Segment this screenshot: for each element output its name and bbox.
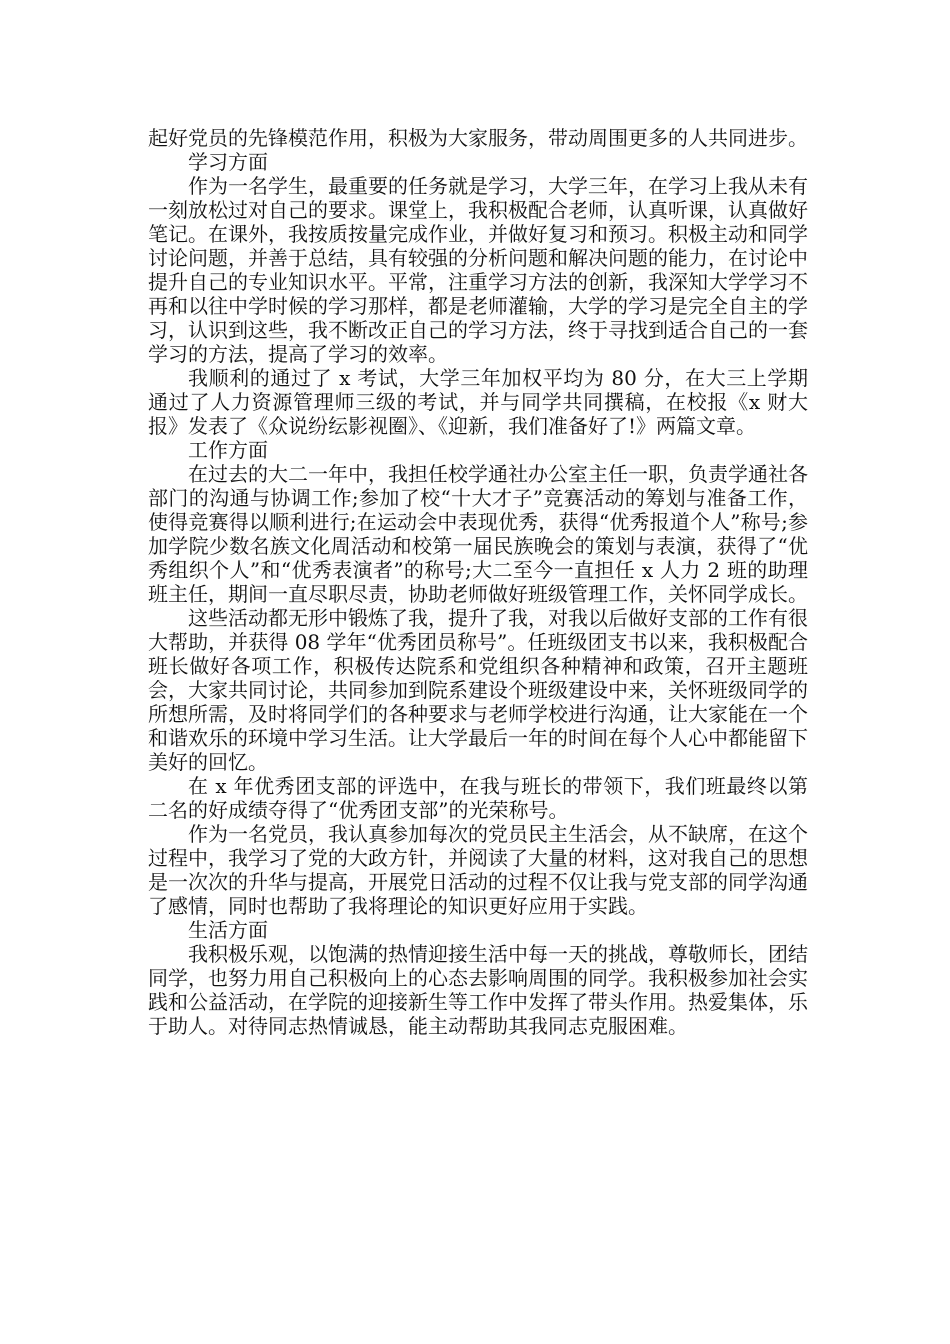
paragraph: 起好党员的先锋模范作用，积极为大家服务，带动周围更多的人共同进步。 bbox=[148, 126, 808, 150]
paragraph: 我积极乐观，以饱满的热情迎接生活中每一天的挑战，尊敬师长，团结同学，也努力用自己积极向上的心态去影响周围的同学。我积极参加社会实践和公益活动，在学院的迎接新生等工作中发挥了带头作用。热爱集体，乐于助人。对待同志热情诚恳，能主动帮助其我同志克服困难。 bbox=[148, 942, 808, 1038]
section-heading-work: 工作方面 bbox=[188, 438, 268, 462]
section-heading-life: 生活方面 bbox=[188, 918, 268, 942]
paragraph: 作为一名党员，我认真参加每次的党员民主生活会，从不缺席，在这个过程中，我学习了党的大政方针，并阅读了大量的材料，这对我自己的思想是一次次的升华与提高，开展党日活动的过程不仅让我与党支部的同学沟通了感情，同时也帮助了我将理论的知识更好应用于实践。 bbox=[148, 822, 808, 918]
paragraph: 这些活动都无形中锻炼了我，提升了我，对我以后做好支部的工作有很大帮助，并获得 08 学年“优秀团员称号”。任班级团支书以来，我积极配合班长做好各项工作，积极传达院系和党组织各种精神和政策，召开主题班会，大家共同讨论，共同参加到院系建设个班级建设中来，关怀班级同学的所想所需，及时将同学们的各种要求与老师学校进行沟通，让大家能在一个和谐欢乐的环境中学习生活。让大学最后一年的时间在每个人心中都能留下美好的回忆。 bbox=[148, 606, 808, 774]
paragraph: 作为一名学生，最重要的任务就是学习，大学三年，在学习上我从未有一刻放松过对自己的要求。课堂上，我积极配合老师，认真听课，认真做好笔记。在课外，我按质按量完成作业，并做好复习和预习。积极主动和同学讨论问题，并善于总结，具有较强的分析问题和解决问题的能力，在讨论中提升自己的专业知识水平。平常，注重学习方法的创新，我深知大学学习不再和以往中学时候的学习那样，都是老师灌输，大学的学习是完全自主的学习，认识到这些，我不断改正自己的学习方法，终于寻找到适合自己的一套学习的方法，提高了学习的效率。 bbox=[148, 174, 808, 366]
document-body bbox=[148, 126, 808, 1038]
paragraph: 在过去的大二一年中，我担任校学通社办公室主任一职，负责学通社各部门的沟通与协调工作;参加了校“十大才子”竞赛活动的筹划与准备工作，使得竞赛得以顺利进行;在运动会中表现优秀，获得“优秀报道个人”称号;参加学院少数名族文化周活动和校第一届民族晚会的策划与表演，获得了“优秀组织个人”和“优秀表演者”的称号;大二至今一直担任 x 人力 2 班的助理班主任，期间一直尽职尽责，协助老师做好班级管理工作，关怀同学成长。 bbox=[148, 462, 808, 606]
section-heading-study: 学习方面 bbox=[188, 150, 268, 174]
paragraph: 我顺利的通过了 x 考试，大学三年加权平均为 80 分，在大三上学期通过了人力资源管理师三级的考试，并与同学共同撰稿，在校报《x 财大报》发表了《众说纷纭影视圈》、《迎新，我们准备好了!》两篇文章。 bbox=[148, 366, 808, 438]
paragraph: 在 x 年优秀团支部的评选中，在我与班长的带领下，我们班最终以第二名的好成绩夺得了“优秀团支部”的光荣称号。 bbox=[148, 774, 808, 822]
